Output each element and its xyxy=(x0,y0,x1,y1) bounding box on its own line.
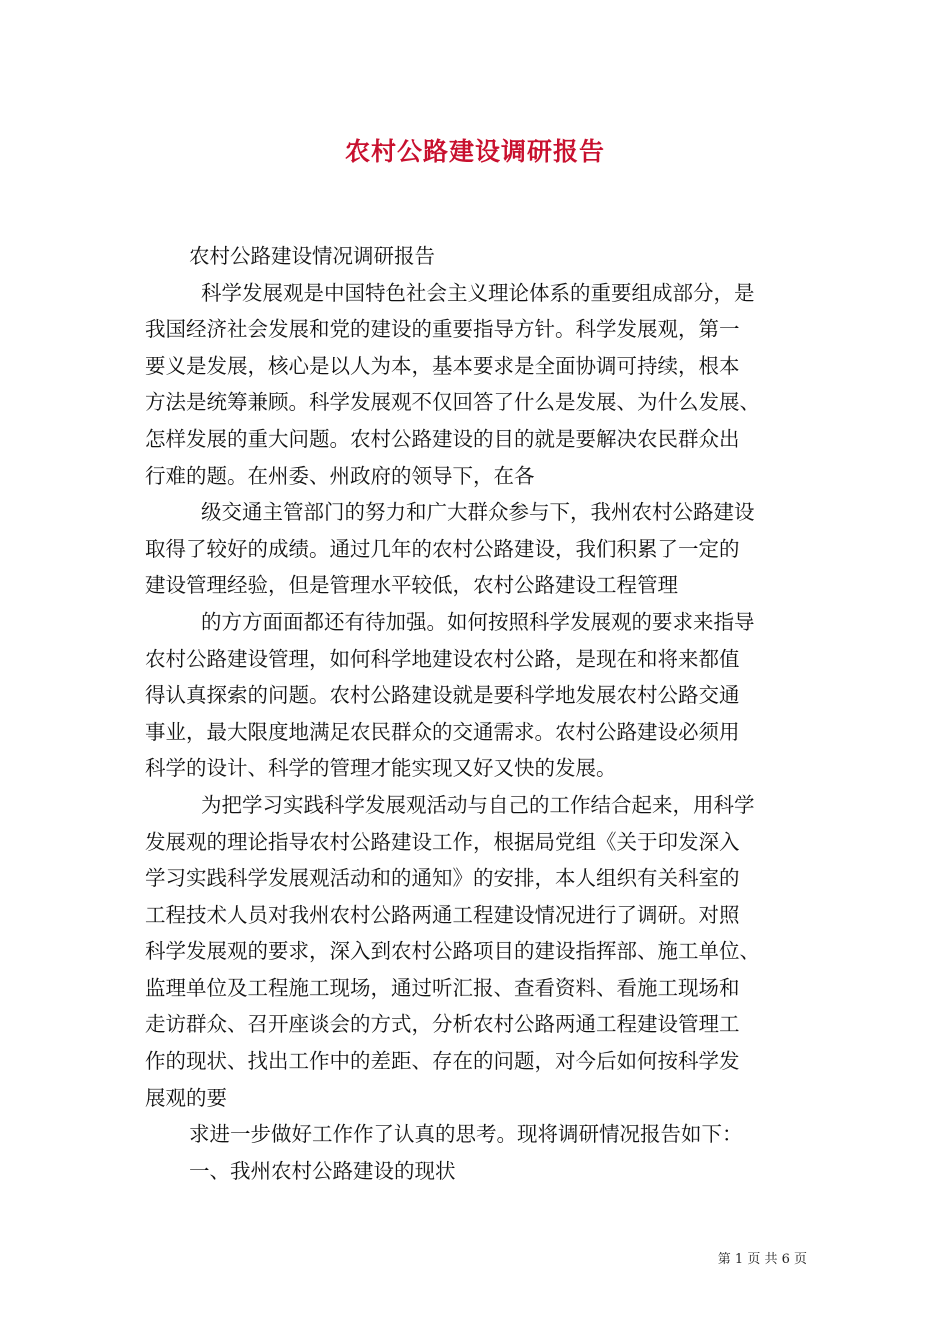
document-subtitle: 农村公路建设情况调研报告 xyxy=(189,244,435,268)
text-line: 走访群众、召开座谈会的方式，分析农村公路两通工程建设管理工 xyxy=(145,1012,740,1037)
document-title: 农村公路建设调研报告 xyxy=(344,137,605,166)
text-line: 要义是发展，核心是以人为本，基本要求是全面协调可持续，根本 xyxy=(145,353,740,378)
text-line: 科学发展观是中国特色社会主义理论体系的重要组成部分，是 xyxy=(201,280,755,305)
text-line: 求进一步做好工作作了认真的思考。现将调研情况报告如下： xyxy=(189,1122,743,1147)
text-line: 监理单位及工程施工现场，通过听汇报、查看资料、看施工现场和 xyxy=(145,975,740,1000)
text-line: 发展观的理论指导农村公路建设工作，根据局党组《关于印发深入 xyxy=(145,829,740,854)
text-line: 行难的题。在州委、州政府的领导下，在各 xyxy=(145,463,535,488)
text-line: 事业，最大限度地满足农民群众的交通需求。农村公路建设必须用 xyxy=(145,719,740,744)
text-line: 取得了较好的成绩。通过几年的农村公路建设，我们积累了一定的 xyxy=(145,536,740,561)
text-line: 我国经济社会发展和党的建设的重要指导方针。科学发展观，第一 xyxy=(145,317,740,342)
text-line: 科学发展观的要求，深入到农村公路项目的建设指挥部、施工单位、 xyxy=(145,939,760,964)
text-line: 得认真探索的问题。农村公路建设就是要科学地发展农村公路交通 xyxy=(145,683,740,708)
page-indicator: 第 1 页 共 6 页 xyxy=(717,1252,807,1267)
text-line: 展观的要 xyxy=(145,1085,227,1110)
section-heading: 一、我州农村公路建设的现状 xyxy=(189,1158,456,1183)
text-line: 科学的设计、科学的管理才能实现又好又快的发展。 xyxy=(145,756,617,781)
text-line: 农村公路建设管理，如何科学地建设农村公路，是现在和将来都值 xyxy=(145,646,740,671)
text-line: 怎样发展的重大问题。农村公路建设的目的就是要解决农民群众出 xyxy=(145,426,740,451)
document-body xyxy=(145,238,813,1189)
text-line: 的方方面面都还有待加强。如何按照科学发展观的要求来指导 xyxy=(201,609,755,634)
text-line: 作的现状、找出工作中的差距、存在的问题，对今后如何按科学发 xyxy=(145,1049,740,1074)
text-line: 建设管理经验，但是管理水平较低，农村公路建设工程管理 xyxy=(145,573,678,598)
text-line: 级交通主管部门的努力和广大群众参与下，我州农村公路建设 xyxy=(201,500,755,525)
text-line: 学习实践科学发展观活动和的通知》的安排，本人组织有关科室的 xyxy=(145,866,740,891)
text-line: 方法是统筹兼顾。科学发展观不仅回答了什么是发展、为什么发展、 xyxy=(145,390,760,415)
text-line: 工程技术人员对我州农村公路两通工程建设情况进行了调研。对照 xyxy=(145,902,740,927)
text-line: 为把学习实践科学发展观活动与自己的工作结合起来，用科学 xyxy=(201,792,755,817)
